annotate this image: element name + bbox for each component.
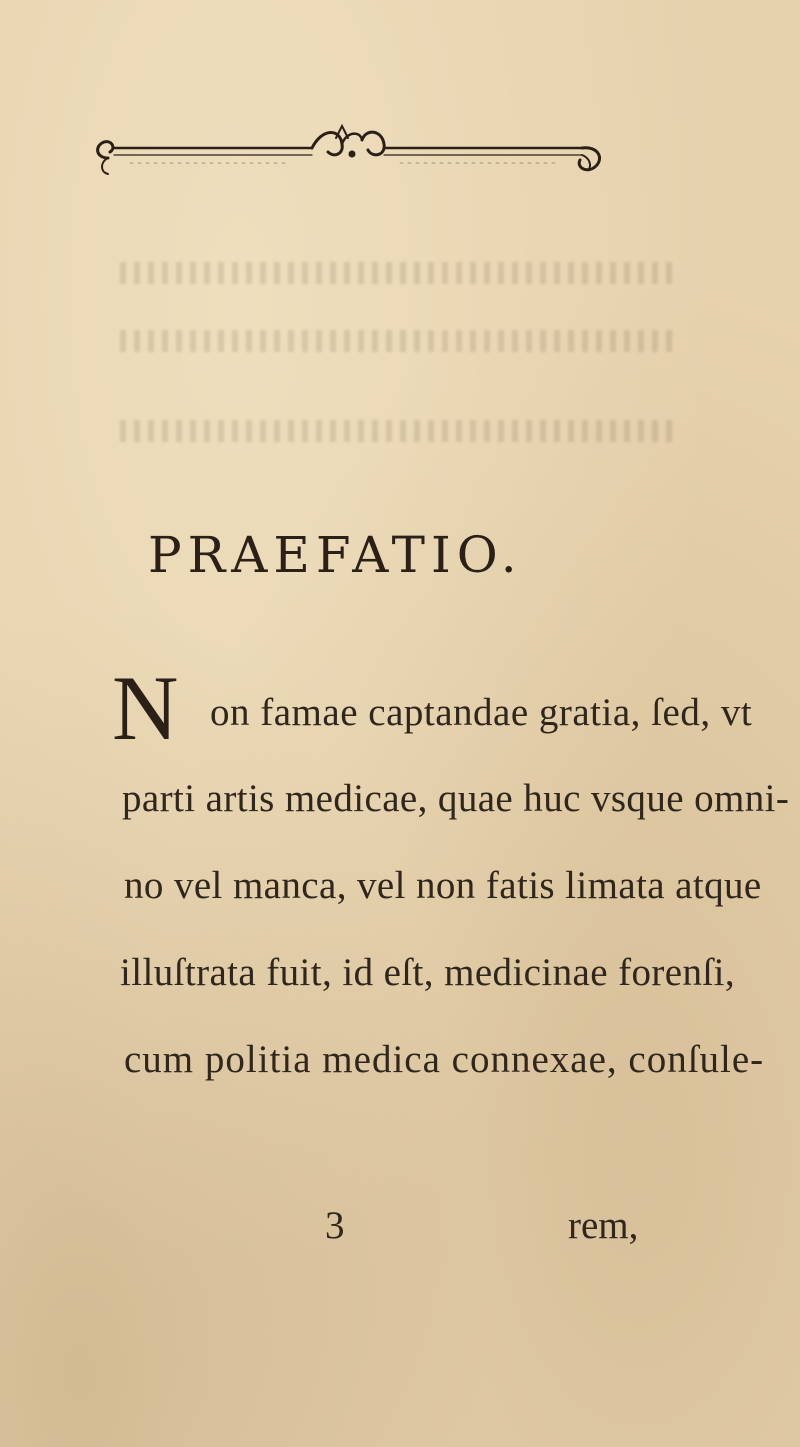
show-through-texture	[120, 262, 680, 284]
text-line: parti artis medicae, quae huc vsque omni-	[122, 777, 790, 820]
text-line: no vel manca, vel non fatis limata atque	[124, 864, 762, 907]
text-line: cum politia medica connexae, conſule-	[124, 1038, 765, 1081]
text-line: illuſtrata fuit, id eſt, medicinae forenſi,	[120, 951, 735, 994]
signature-mark: 3	[325, 1204, 345, 1247]
page-title: PRAEFATIO.	[148, 526, 523, 584]
ornamental-rule-icon	[90, 118, 610, 198]
show-through-texture	[120, 420, 680, 442]
catchword: rem,	[568, 1204, 639, 1247]
drop-cap: N	[112, 657, 179, 759]
text-line: on famae captandae gratia, ſed, vt	[210, 691, 753, 734]
show-through-texture	[120, 330, 680, 352]
